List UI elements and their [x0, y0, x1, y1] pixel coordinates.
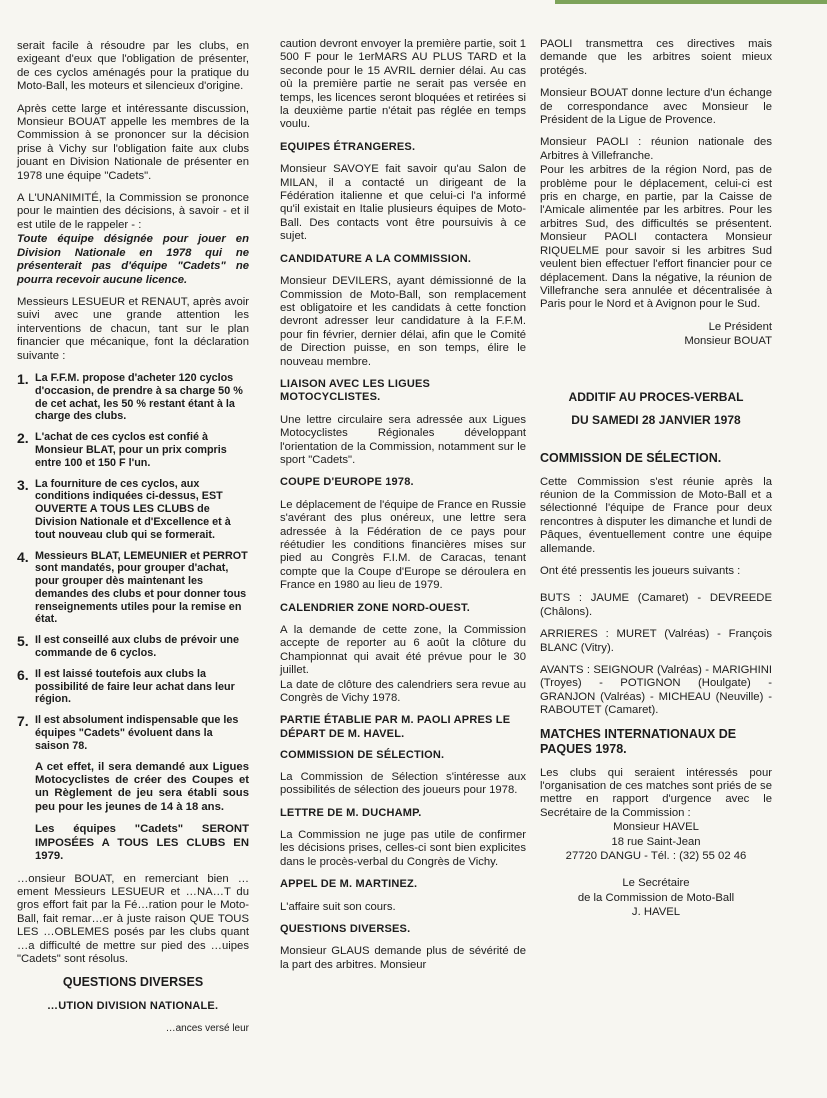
players-buts: BUTS : JAUME (Camaret) - DEVREEDE (Châlons). [540, 592, 772, 618]
paragraph: Monsieur PAOLI : réunion nationale des Arbitres à Villefranche. [540, 136, 772, 162]
list-item-number: 6. [17, 666, 29, 683]
section-heading: APPEL DE M. MARTINEZ. [280, 878, 418, 891]
list-item [17, 550, 249, 627]
list-item-text: Il est laissé toutefois aux clubs la possibilité de faire leur achat dans leur région. [35, 667, 235, 706]
paragraph: Cette Commission s'est réunie après la réunion de la Commission de Moto-Ball et a sélectionné l'équipe de France pour deux rencontres à disputer les dimanche et lundi de Pâques, éventuellement contre une équipe allemande. [540, 475, 772, 555]
paragraph: …onsieur BOUAT, en remerciant bien …ement Messieurs LESUEUR et …NA…T du gros effort fait par la Fé…ration pour le Moto-Ball, fait remar…er à juste raison QUE TOUS LES …OBLEMES posés par les clubs quant …a difficulté de mettre sur pied des …uipes "Cadets" sont résolus. [17, 872, 249, 965]
signature-title: Le Président [708, 320, 772, 333]
paragraph: A cet effet, il sera demandé aux Ligues Motocyclistes de créer des Coupes et un Règlement de jeu sera établi sous peu pour les jeunes de 14 à 18 ans. [35, 760, 249, 813]
paragraph: L'affaire suit son cours. [280, 900, 396, 913]
paragraph: La Commission ne juge pas utile de confirmer les décisions prises, celles-ci sont bien explicites dans le procès-verbal du Congrès de Vichy. [280, 828, 526, 868]
column-2 [280, 38, 526, 981]
section-heading: MATCHES INTERNATIONAUX DE PAQUES 1978. [540, 726, 737, 756]
rule-statement: Toute équipe désignée pour jouer en Division Nationale en 1978 qui ne présenterait pas d'équipe "Cadets" ne pourra recevoir aucune licence. [17, 233, 249, 286]
section-heading: COUPE D'EUROPE 1978. [280, 476, 414, 489]
paragraph: La date de clôture des calendriers sera revue au Congrès de Vichy 1978. [280, 678, 526, 705]
paragraph: Ont été pressentis les joueurs suivants : [540, 564, 741, 577]
list-item-text: La fourniture de ces cyclos, aux conditions indiquées ci-dessus, EST OUVERTE A TOUS LES CLUBS de Division Nationale et d'Excellence et à tout nouveau club qui se formerait. [35, 477, 231, 541]
list-item [17, 714, 249, 752]
section-heading: COMMISSION DE SÉLECTION. [280, 749, 445, 762]
numbered-list [17, 372, 249, 753]
section-heading: LIAISON AVEC LES LIGUES MOTOCYCLISTES. [280, 377, 431, 404]
address-line: 18 rue Saint-Jean [611, 835, 701, 848]
section-heading: EQUIPES ÉTRANGERES. [280, 140, 416, 153]
paragraph: Pour les arbitres de la région Nord, pas de problème pour le déplacement, celui-ci est pris en charge, en partie, par la Caisse de l'Amicale alimentée par les arbitres. Pour les arbitres Sud, des difficultés se présentent. Monsieur PAOLI contactera Monsieur RIQUELME pour savoir si les arbitres Sud veulent bien effectuer l'effort financier pour ce déplacement. Dans la négative, la réunion de Villefranche sera annulée et décentralisée à Paris pour le Nord et à Avignon pour le Sud. [540, 164, 772, 311]
top-rule [555, 0, 827, 4]
section-heading: …UTION DIVISION NATIONALE. [47, 999, 219, 1012]
list-item-number: 2. [17, 430, 29, 447]
paragraph: Une lettre circulaire sera adressée aux Ligues Motocyclistes Régionales développant l'orientation de la Commission, notamment sur le sport "Cadets". [280, 413, 526, 466]
list-item [17, 478, 249, 542]
section-heading: QUESTIONS DIVERSES [62, 975, 204, 990]
paragraph: Messieurs LESUEUR et RENAUT, après avoir suivi avec une grande attention les interventions de chacun, tant sur le plan financier que mécanique, font la déclaration suivante : [17, 295, 249, 362]
list-item-number: 1. [17, 370, 29, 387]
paragraph: A la demande de cette zone, la Commission accepte de reporter au 6 août la clôture du Championnat qui avait été prévue pour le 30 juillet. [280, 624, 526, 677]
signature-subtitle: de la Commission de Moto-Ball [577, 891, 735, 904]
section-heading: CANDIDATURE A LA COMMISSION. [280, 252, 472, 265]
paragraph: Les équipes "Cadets" SERONT IMPOSÉES A TOUS LES CLUBS EN 1979. [35, 823, 249, 863]
section-heading: LETTRE DE M. DUCHAMP. [280, 806, 422, 819]
address-line: Monsieur HAVEL [613, 821, 699, 834]
list-item [17, 668, 249, 706]
section-heading: COMMISSION DE SÉLECTION. [540, 450, 722, 465]
list-item [17, 634, 249, 660]
additif-title-line-2: DU SAMEDI 28 JANVIER 1978 [571, 412, 741, 427]
paragraph: serait facile à résoudre par les clubs, en exigeant d'eux que l'obligation de présenter, de ces cyclos aménagés pour la pratique du Moto-Ball, les moteurs et silencieux d'origine. [17, 40, 249, 93]
list-item-text: Il est absolument indispensable que les équipes "Cadets" évoluent dans la saison 78. [35, 714, 239, 752]
additif-title-line-1: ADDITIF AU PROCES-VERBAL [568, 389, 744, 404]
column-3 [540, 38, 772, 929]
list-item-number: 5. [17, 633, 29, 650]
section-heading: PARTIE ÉTABLIE PAR M. PAOLI APRES LE DÉPART DE M. HAVEL. [280, 714, 511, 740]
list-item [17, 372, 249, 423]
players-arrieres: ARRIERES : MURET (Valréas) - François BLANC (Vitry). [540, 628, 772, 654]
paragraph: Le déplacement de l'équipe de France en Russie s'avérant des plus onéreux, une lettre sera adressée à la Fédération de ce pays pour réétudier les conditions financières mises sur pied au Congrès F.I.M. de Caracas, tenant compte que la Coupe d'Europe se déroulera en France en 1980 au lieu de 1979. [280, 498, 526, 592]
list-item-number: 4. [17, 548, 29, 565]
paragraph: La Commission de Sélection s'intéresse aux possibilités de sélection des joueurs pour 1978. [280, 770, 526, 797]
list-item-text: L'achat de ces cyclos est confié à Monsieur BLAT, pour un prix compris entre 100 et 150 F l'un. [35, 431, 227, 469]
paragraph: Monsieur SAVOYE fait savoir qu'au Salon de MILAN, il a contacté un dirigeant de la Fédération italienne et que celui-ci l'a informé qu'il existait en Italie plusieurs équipes de Moto-Ball. Des contacts vont être poursuivis à ce sujet. [280, 163, 526, 243]
section-heading: QUESTIONS DIVERSES. [280, 922, 411, 935]
signature-name: J. HAVEL [631, 906, 681, 919]
paragraph: caution devront envoyer la première partie, soit 1 500 F pour le 1erMARS AU PLUS TARD et la seconde pour le 15 AVRIL dernier délai. Au cas où la première partie ne serait pas versée en temps, les licences seront bloquées et retirées si la deuxième partie n'était pas réglée en temps voulu. [280, 38, 526, 131]
cut-text: …ances versé leur [165, 1023, 249, 1035]
paragraph: PAOLI transmettra ces directives mais demande que les arbitres soient mieux protégés. [540, 38, 772, 77]
section-heading: CALENDRIER ZONE NORD-OUEST. [280, 601, 470, 614]
list-item-text: La F.F.M. propose d'acheter 120 cyclos d'occasion, de prendre à sa charge 50 % de cet achat, les 50 % restant étant à la charge des clubs. [35, 371, 243, 423]
paragraph: Les clubs qui seraient intéressés pour l'organisation de ces matches sont priés de se mettre en rapport d'urgence avec le Secrétaire de la Commission : [540, 766, 772, 819]
list-item-text: Messieurs BLAT, LEMEUNIER et PERROT sont mandatés, pour grouper d'achat, pour grouper dès maintenant les demandes des clubs et pour donner tous renseignements utiles pour la remise en état. [35, 549, 248, 626]
paragraph: Monsieur DEVILERS, ayant démissionné de la Commission de Moto-Ball, son remplacement est obligatoire et les candidats à cette fonction devront adresser leur candidature à la F.F.M. pour fin février, dernier délai, afin que le Comité de Direction puisse, en son temps, élire le nouveau membre. [280, 275, 526, 368]
signature-title: Le Secrétaire [622, 877, 690, 890]
signature-name: Monsieur BOUAT [684, 335, 772, 348]
paragraph: Monsieur GLAUS demande plus de sévérité de la part des arbitres. Monsieur [280, 945, 526, 971]
list-item-number: 7. [17, 713, 29, 730]
address-line: 27720 DANGU - Tél. : (32) 55 02 46 [565, 850, 747, 863]
paragraph: Après cette large et intéressante discussion, Monsieur BOUAT appelle les membres de la Commission à se prononcer sur la décision prise à Vichy sur l'obligation faite aux clubs jouant en Division Nationale de présenter en 1978 une équipe "Cadets". [17, 102, 249, 182]
paragraph: A L'UNANIMITÉ, la Commission se prononce pour le maintien des décisions, à savoir - et il est utile de le rappeler - : [17, 192, 249, 231]
list-item-text: Il est conseillé aux clubs de prévoir une commande de 6 cyclos. [35, 634, 240, 660]
players-avants: AVANTS : SEIGNOUR (Valréas) - MARIGHINI (Troyes) - POTIGNON (Houlgate) - GRANJON (Valréas) - MICHEAU (Neuville) - RABOUTET (Camaret). [540, 664, 772, 717]
column-1 [17, 40, 249, 1045]
list-item [17, 431, 249, 469]
list-item-number: 3. [17, 476, 29, 493]
paragraph: Monsieur BOUAT donne lecture d'un échange de correspondance avec Monsieur le Président de la Ligue de Provence. [540, 87, 772, 127]
